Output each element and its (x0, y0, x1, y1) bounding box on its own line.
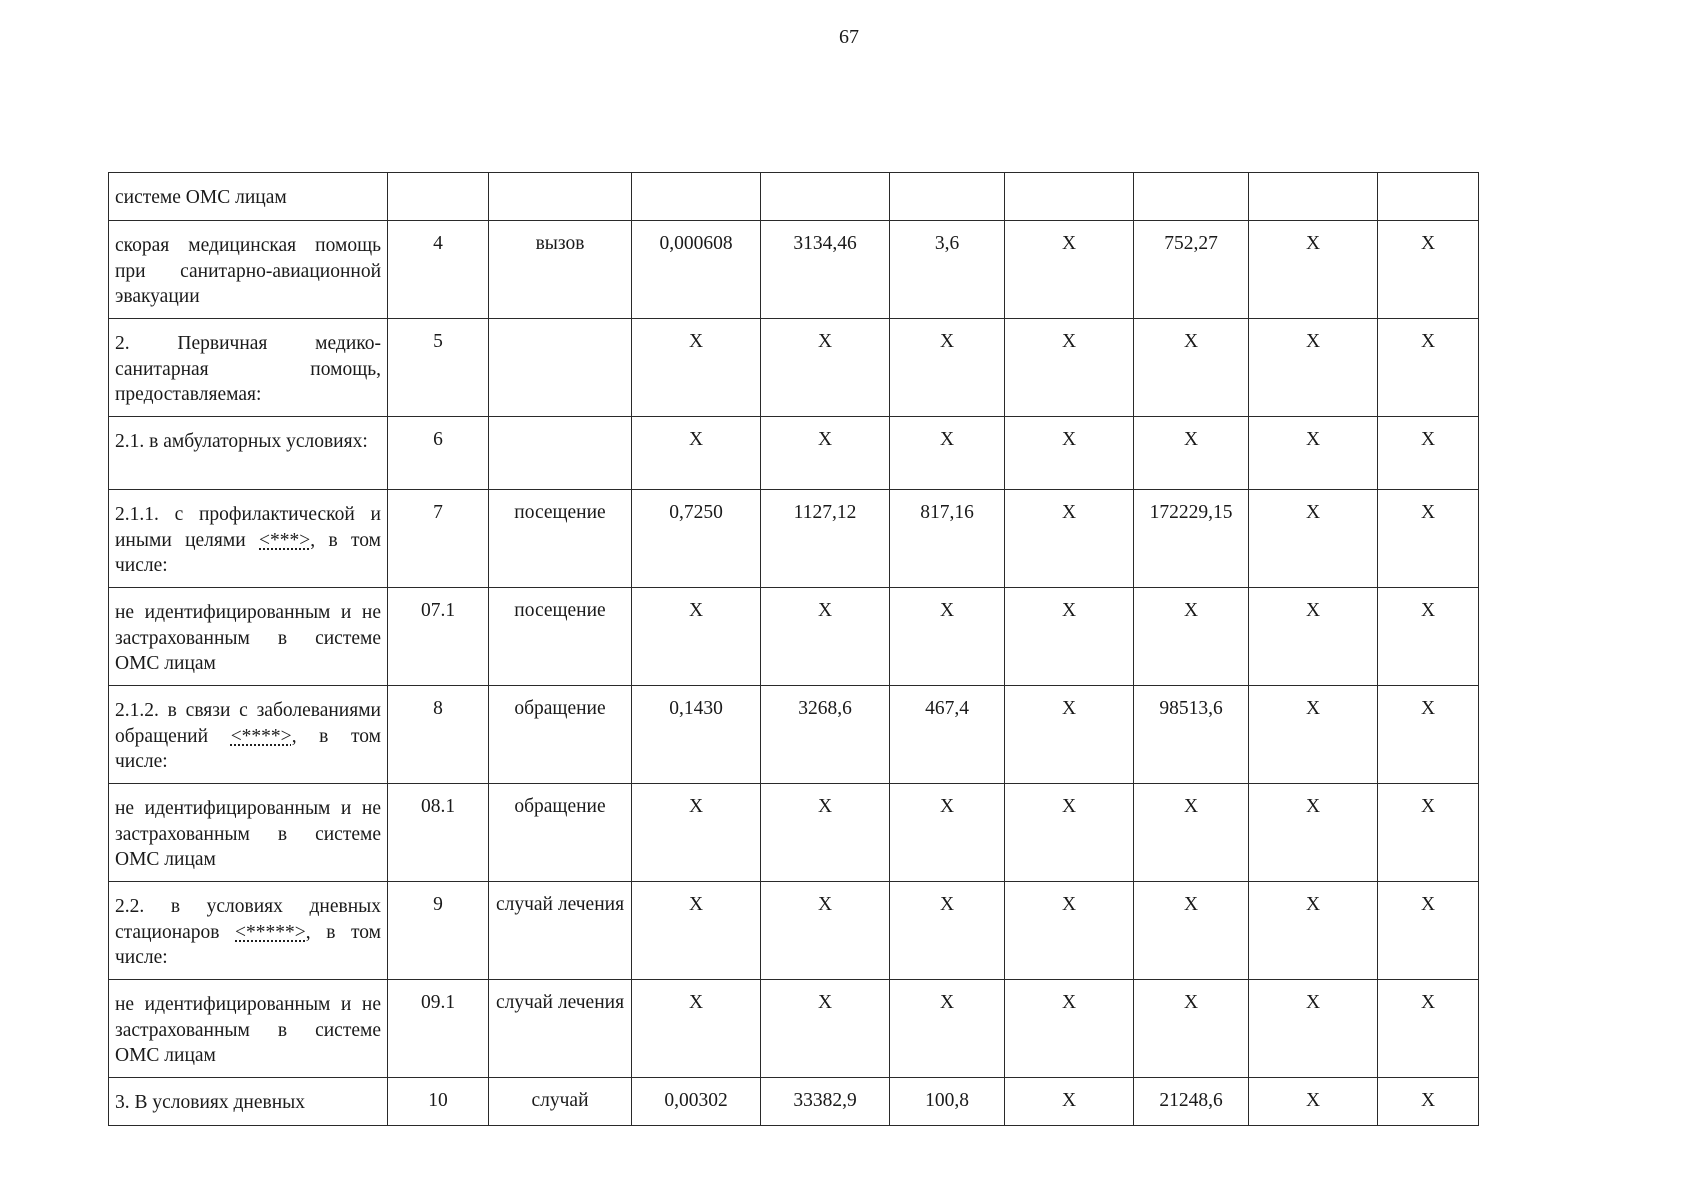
table-cell: 09.1 (388, 980, 489, 1078)
table-cell: 5 (388, 319, 489, 417)
row-name-cell (109, 417, 388, 490)
table-cell: 0,000608 (632, 221, 761, 319)
table-cell (489, 173, 632, 221)
row-name-text: 2.1.1. с профилактической и иными целями (115, 504, 381, 551)
table-cell: X (1249, 686, 1378, 784)
row-name-cell (109, 490, 388, 588)
table-cell: X (632, 319, 761, 417)
table-cell: X (1378, 490, 1479, 588)
row-name-text: <****> (230, 725, 292, 747)
table-cell (1249, 173, 1378, 221)
table-cell: X (1378, 784, 1479, 882)
table-row (109, 980, 1479, 1078)
table-cell: 08.1 (388, 784, 489, 882)
table-cell: X (632, 980, 761, 1078)
table-cell: обращение (489, 686, 632, 784)
table-cell: X (1005, 221, 1134, 319)
table-cell: 33382,9 (761, 1078, 890, 1126)
table-cell: X (1005, 784, 1134, 882)
table-cell: 467,4 (890, 686, 1005, 784)
table-cell: X (1005, 882, 1134, 980)
row-name-text: 2.1.2. в связи с заболеваниями обращений (115, 700, 381, 747)
table-cell (388, 173, 489, 221)
table-cell: 7 (388, 490, 489, 588)
table-cell: X (1378, 1078, 1479, 1126)
table-cell: 3,6 (890, 221, 1005, 319)
table-row (109, 784, 1479, 882)
table-cell: X (1249, 221, 1378, 319)
row-name-text: 2.1. в амбулаторных условиях: (115, 431, 368, 452)
row-name-text: <***> (259, 529, 311, 551)
row-name-cell (109, 882, 388, 980)
table-cell: X (761, 980, 890, 1078)
table-cell: X (761, 417, 890, 490)
table-cell (761, 173, 890, 221)
table-cell: X (632, 588, 761, 686)
table-cell: X (1005, 980, 1134, 1078)
table-row (109, 686, 1479, 784)
row-name-text: , в том числе: (115, 725, 381, 772)
row-name-text: 3. В условиях дневных (115, 1092, 306, 1113)
table-cell: обращение (489, 784, 632, 882)
table-cell: X (1005, 417, 1134, 490)
table-row (109, 221, 1479, 319)
data-table (108, 172, 1479, 1126)
table-cell: X (890, 319, 1005, 417)
table-cell: 3134,46 (761, 221, 890, 319)
table-cell: X (1249, 417, 1378, 490)
table-cell: X (1134, 417, 1249, 490)
table-cell: X (1249, 980, 1378, 1078)
table-row (109, 173, 1479, 221)
table-cell (489, 319, 632, 417)
table-cell: X (632, 784, 761, 882)
table-cell: посещение (489, 588, 632, 686)
row-name-text: не идентифицированным и не застрахованным в системе ОМС лицам (115, 798, 381, 870)
table-cell: X (632, 417, 761, 490)
table-cell: 0,7250 (632, 490, 761, 588)
table-cell: 3268,6 (761, 686, 890, 784)
table-cell: X (1005, 588, 1134, 686)
table-cell: 100,8 (890, 1078, 1005, 1126)
table-cell: X (890, 882, 1005, 980)
table-cell: случай (489, 1078, 632, 1126)
table-cell: X (1378, 319, 1479, 417)
table-cell: 0,1430 (632, 686, 761, 784)
table-cell: 8 (388, 686, 489, 784)
table-cell: X (1249, 588, 1378, 686)
table-row (109, 1078, 1479, 1126)
table-cell: 1127,12 (761, 490, 890, 588)
table-cell: 21248,6 (1134, 1078, 1249, 1126)
row-name-text: , в том числе: (115, 921, 381, 968)
row-name-text: скорая медицинская помощь при санитарно-авиационной эвакуации (115, 235, 381, 307)
table-cell (1005, 173, 1134, 221)
table-cell: посещение (489, 490, 632, 588)
table-cell: X (1378, 882, 1479, 980)
row-name-text: не идентифицированным и не застрахованным в системе ОМС лицам (115, 602, 381, 674)
table-cell (489, 417, 632, 490)
table-cell: X (761, 319, 890, 417)
table-cell: X (1134, 588, 1249, 686)
table-cell: X (1005, 1078, 1134, 1126)
row-name-cell (109, 686, 388, 784)
table-cell: X (1249, 784, 1378, 882)
table-row (109, 490, 1479, 588)
row-name-cell (109, 1078, 388, 1126)
table-row (109, 319, 1479, 417)
table-cell: случай лечения (489, 882, 632, 980)
table-cell: X (890, 417, 1005, 490)
row-name-text: не идентифицированным и не застрахованным в системе ОМС лицам (115, 994, 381, 1066)
table-cell (890, 173, 1005, 221)
row-name-text: системе ОМС лицам (115, 187, 287, 208)
table-cell: 98513,6 (1134, 686, 1249, 784)
table-cell: 9 (388, 882, 489, 980)
table-cell: X (1134, 980, 1249, 1078)
table-cell: X (1005, 686, 1134, 784)
row-name-text: <*****> (235, 921, 306, 943)
table-cell: X (1249, 490, 1378, 588)
table-cell: 6 (388, 417, 489, 490)
row-name-cell (109, 319, 388, 417)
row-name-cell (109, 588, 388, 686)
table-cell: X (1249, 1078, 1378, 1126)
page-number: 67 (839, 26, 859, 48)
table-row (109, 417, 1479, 490)
table-cell: X (1005, 490, 1134, 588)
table-cell (632, 173, 761, 221)
table-cell: X (761, 882, 890, 980)
row-name-cell (109, 173, 388, 221)
table-row (109, 588, 1479, 686)
table-cell: X (1134, 319, 1249, 417)
table-cell: X (1378, 221, 1479, 319)
row-name-cell (109, 784, 388, 882)
table-cell: случай лечения (489, 980, 632, 1078)
table-cell: X (761, 784, 890, 882)
table-cell: X (1378, 686, 1479, 784)
table-cell: X (1378, 417, 1479, 490)
table-cell: X (1378, 980, 1479, 1078)
table-cell: 07.1 (388, 588, 489, 686)
table-cell: X (1249, 882, 1378, 980)
table-cell: X (890, 784, 1005, 882)
table-cell: 10 (388, 1078, 489, 1126)
table-cell: X (1134, 882, 1249, 980)
table-cell: вызов (489, 221, 632, 319)
row-name-text: , в том числе: (115, 529, 381, 576)
table-cell: 172229,15 (1134, 490, 1249, 588)
table-cell: 817,16 (890, 490, 1005, 588)
row-name-text: 2. Первичная медико-санитарная помощь, предоставляемая: (115, 333, 381, 405)
table-cell: X (1134, 784, 1249, 882)
table-cell: X (761, 588, 890, 686)
table-cell: X (1249, 319, 1378, 417)
table-cell: X (1378, 588, 1479, 686)
table-cell: 4 (388, 221, 489, 319)
table-cell: 0,00302 (632, 1078, 761, 1126)
table-cell (1134, 173, 1249, 221)
table-cell: X (632, 882, 761, 980)
table-cell: X (1005, 319, 1134, 417)
table-cell (1378, 173, 1479, 221)
table-cell: X (890, 980, 1005, 1078)
table-cell: X (890, 588, 1005, 686)
table-cell: 752,27 (1134, 221, 1249, 319)
row-name-cell (109, 221, 388, 319)
row-name-text: 2.2. в условиях дневных стационаров (115, 896, 381, 943)
row-name-cell (109, 980, 388, 1078)
table-row (109, 882, 1479, 980)
